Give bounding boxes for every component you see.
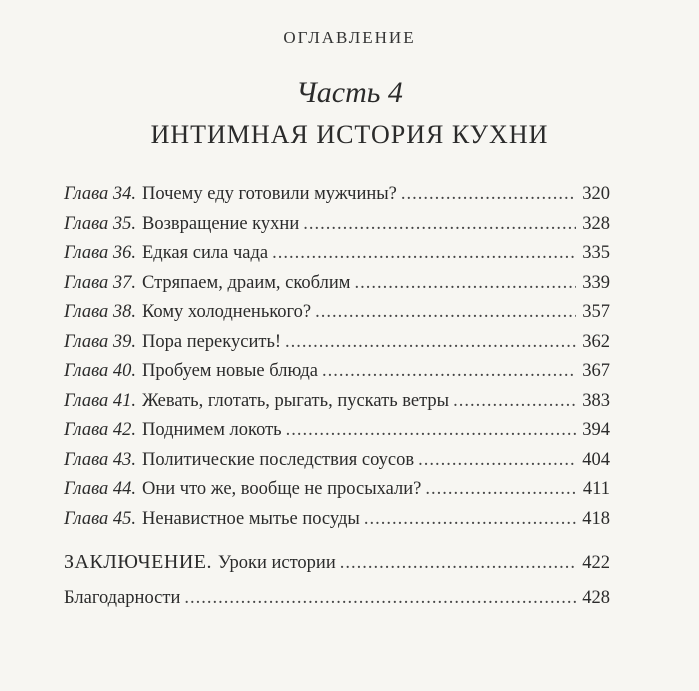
page-number: 357 [582, 302, 610, 322]
dot-leader [184, 584, 576, 614]
toc-row-chapter-41[interactable] [64, 387, 610, 417]
chapter-title: Пробуем новые блюда [142, 361, 318, 381]
part-title: ИНТИМНАЯ ИСТОРИЯ КУХНИ [150, 120, 549, 149]
dot-leader [272, 239, 576, 269]
chapter-title: Политические последствия соусов [142, 449, 415, 470]
dot-leader [354, 269, 576, 299]
page-number: 411 [582, 479, 610, 499]
dot-leader [453, 387, 576, 417]
chapter-title: Почему еду готовили мужчины? [142, 184, 397, 204]
part-label: Часть 4 [296, 76, 403, 109]
toc-row-chapter-44[interactable] [64, 475, 610, 505]
toc-row-conclusion[interactable] [64, 548, 610, 578]
table-of-contents [64, 180, 610, 613]
chapter-number: Глава 40. [64, 361, 136, 381]
chapter-number: Глава 42. [64, 420, 136, 440]
chapter-title: Кому холодненького? [142, 302, 312, 322]
dot-leader [303, 210, 576, 240]
page-number: 394 [582, 420, 610, 440]
chapter-number: Глава 35. [64, 213, 136, 234]
dot-leader [364, 505, 576, 535]
chapter-number: Глава 34. [64, 184, 136, 204]
page-number: 383 [582, 390, 610, 411]
chapter-title: Едкая сила чада [142, 243, 269, 263]
chapter-title: Стряпаем, драим, скоблим [142, 272, 351, 293]
chapter-number: Глава 43. [64, 449, 136, 470]
toc-row-chapter-40[interactable] [64, 357, 610, 387]
page-number: 404 [582, 449, 610, 470]
page-number: 428 [582, 587, 610, 608]
dot-leader [285, 328, 576, 358]
chapter-number: Глава 37. [64, 272, 136, 293]
toc-row-chapter-45[interactable] [64, 505, 610, 535]
chapter-number: Глава 45. [64, 508, 136, 529]
chapter-title: Жевать, глотать, рыгать, пускать ветры [142, 390, 450, 411]
toc-row-chapter-34[interactable] [64, 180, 610, 210]
acknowledgements-title: Благодарности [64, 587, 181, 608]
conclusion-lead: ЗАКЛЮЧЕНИЕ. [64, 551, 212, 573]
dot-leader [418, 446, 576, 476]
page-number: 339 [582, 272, 610, 293]
toc-row-chapter-35[interactable] [64, 210, 610, 240]
toc-row-chapter-36[interactable] [64, 239, 610, 269]
chapter-title: Возвращение кухни [142, 213, 300, 234]
page-number: 422 [582, 553, 610, 573]
page-number: 362 [582, 331, 610, 352]
chapter-title: Поднимем локоть [142, 420, 282, 440]
chapter-title: Они что же, вообще не просыхали? [142, 479, 422, 499]
dot-leader [401, 180, 576, 210]
chapter-number: Глава 44. [64, 479, 136, 499]
toc-row-chapter-42[interactable] [64, 416, 610, 446]
page-number: 418 [582, 508, 610, 529]
page-number: 335 [582, 243, 610, 263]
toc-row-chapter-38[interactable] [64, 298, 610, 328]
page-number: 367 [582, 361, 610, 381]
dot-leader [286, 416, 576, 446]
toc-row-acknowledgements[interactable] [64, 584, 610, 614]
page-number: 320 [582, 184, 610, 204]
chapter-number: Глава 41. [64, 390, 136, 411]
chapter-number: Глава 36. [64, 243, 136, 263]
toc-row-chapter-39[interactable] [64, 328, 610, 358]
dot-leader [315, 298, 576, 328]
chapter-title: Пора перекусить! [142, 331, 282, 352]
page-number: 328 [582, 213, 610, 234]
dot-leader [340, 549, 576, 579]
toc-row-chapter-37[interactable] [64, 269, 610, 299]
toc-row-chapter-43[interactable] [64, 446, 610, 476]
chapter-number: Глава 39. [64, 331, 136, 352]
dot-leader [425, 475, 576, 505]
page-header: ОГЛАВЛЕНИЕ [283, 28, 416, 47]
dot-leader [322, 357, 576, 387]
conclusion-title: Уроки истории [217, 553, 336, 573]
chapter-number: Глава 38. [64, 302, 136, 322]
chapter-title: Ненавистное мытье посуды [142, 508, 360, 529]
